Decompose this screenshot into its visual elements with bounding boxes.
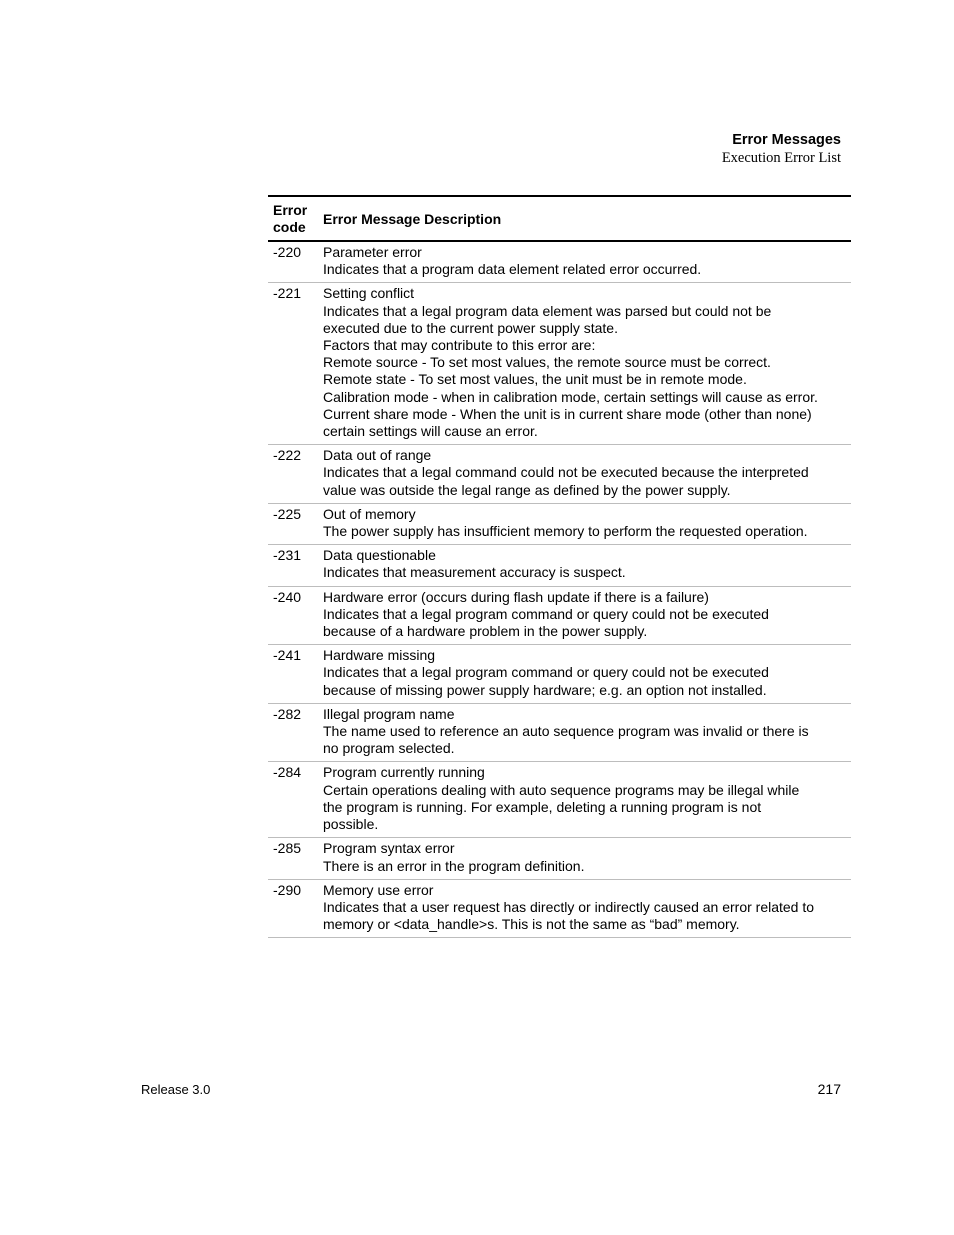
description-line: Indicates that measurement accuracy is suspect. [323, 564, 626, 581]
code-column-header [268, 202, 323, 236]
description-line: possible. [323, 816, 379, 833]
description-line: Indicates that a legal program command or query could not be executed [323, 664, 769, 681]
table-header [268, 197, 851, 242]
description-column-header: Error Message Description [323, 210, 502, 227]
error-description [323, 244, 851, 278]
table-row [268, 242, 851, 283]
error-description [323, 706, 851, 758]
release-label: Release 3.0 [141, 1082, 211, 1097]
error-description [323, 506, 851, 540]
error-table [268, 195, 851, 938]
table-row [268, 838, 851, 879]
table-row [268, 587, 851, 646]
description-line: because of a hardware problem in the power supply. [323, 623, 648, 640]
error-description [323, 589, 851, 641]
description-line: value was outside the legal range as defined by the power supply. [323, 481, 731, 498]
error-name: Out of memory [323, 505, 416, 522]
table-row [268, 445, 851, 504]
description-line: Indicates that a legal program command or query could not be executed [323, 605, 769, 622]
description-line: executed due to the current power supply state. [323, 319, 618, 336]
error-code: -222 [273, 447, 302, 464]
page-header [722, 131, 841, 167]
error-description [323, 764, 851, 833]
description-line: Indicates that a program data element related error occurred. [323, 261, 702, 278]
description-line: The name used to reference an auto sequence program was invalid or there is [323, 723, 809, 740]
error-name: Hardware missing [323, 647, 436, 664]
error-code: -221 [273, 285, 302, 302]
description-line: Certain operations dealing with auto sequence programs may be illegal while [323, 781, 800, 798]
section-title: Error Messages [732, 132, 841, 148]
table-row [268, 504, 851, 545]
description-line: the program is running. For example, deleting a running program is not [323, 798, 762, 815]
error-code: -240 [273, 588, 302, 605]
description-line: Remote source - To set most values, the remote source must be correct. [323, 354, 771, 371]
table-row [268, 880, 851, 939]
error-description [323, 285, 851, 440]
error-name: Setting conflict [323, 285, 415, 302]
error-name: Data questionable [323, 547, 436, 564]
error-name: Parameter error [323, 244, 422, 260]
error-code: -220 [273, 244, 302, 260]
description-line: Indicates that a user request has directly or indirectly caused an error related to [323, 898, 815, 915]
description-line: memory or <data_handle>s. This is not the same as “bad” memory. [323, 916, 740, 933]
description-line: Indicates that a legal program data element was parsed but could not be [323, 302, 772, 319]
description-line: certain settings will cause an error. [323, 423, 538, 440]
error-name: Hardware error (occurs during flash update if there is a failure) [323, 588, 709, 605]
page-number: 217 [817, 1081, 841, 1097]
error-name: Data out of range [323, 447, 432, 464]
error-code: -284 [273, 764, 302, 781]
code-header-line2: code [273, 219, 306, 235]
error-code: -285 [273, 840, 302, 857]
description-line: Remote state - To set most values, the unit must be in remote mode. [323, 371, 747, 388]
description-line: The power supply has insufficient memory to perform the requested operation. [323, 523, 808, 540]
description-line: Factors that may contribute to this error are: [323, 337, 596, 354]
section-subtitle: Execution Error List [721, 150, 841, 166]
table-row [268, 545, 851, 586]
error-description [323, 647, 851, 699]
error-code: -225 [273, 505, 302, 522]
error-description [323, 840, 851, 874]
table-row [268, 645, 851, 704]
error-name: Memory use error [323, 881, 434, 898]
description-line: because of missing power supply hardware; e.g. an option not installed. [323, 681, 767, 698]
error-description [323, 447, 851, 499]
error-name: Program syntax error [323, 840, 455, 857]
error-name: Illegal program name [323, 705, 455, 722]
error-description [323, 882, 851, 934]
error-code: -231 [273, 547, 302, 564]
description-line: no program selected. [323, 740, 455, 757]
error-code: -290 [273, 881, 302, 898]
description-line: There is an error in the program definition. [323, 857, 585, 874]
error-description [323, 547, 851, 581]
table-row [268, 704, 851, 763]
error-code: -241 [273, 647, 302, 664]
error-name: Program currently running [323, 764, 485, 781]
description-line: Calibration mode - when in calibration mode, certain settings will cause as error. [323, 388, 818, 405]
table-body [268, 242, 851, 938]
code-header-line1: Error [273, 202, 308, 218]
table-row [268, 762, 851, 838]
table-row [268, 283, 851, 445]
description-line: Current share mode - When the unit is in current share mode (other than none) [323, 405, 812, 422]
error-code: -282 [273, 705, 302, 722]
description-line: Indicates that a legal command could not be executed because the interpreted [323, 464, 809, 481]
